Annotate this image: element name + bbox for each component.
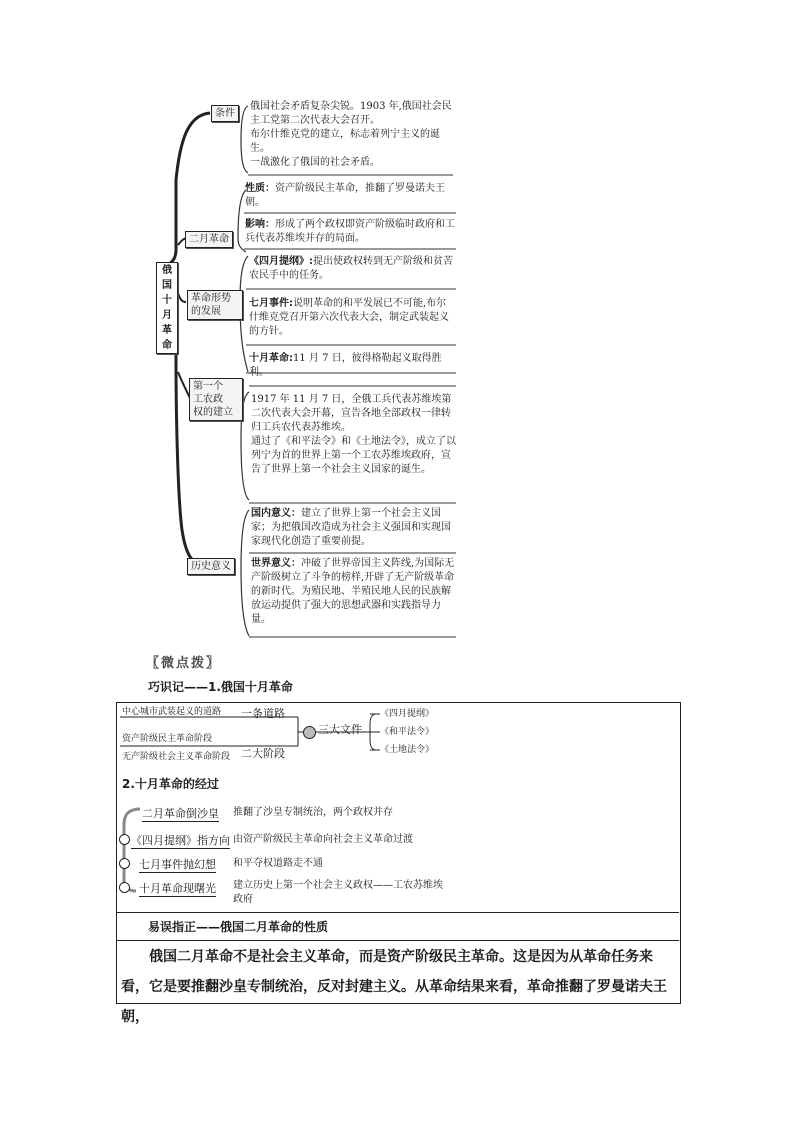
table-divider (116, 912, 679, 913)
error-paragraph: 俄国二月革命不是社会主义革命，而是资产阶级民主革命。这是因为从革命任务来看，它是要推翻沙皇专制统治，反对封建主义。从革命结果来看，革命推翻了罗曼诺夫王朝， (121, 949, 667, 1025)
root-char: 国 (162, 280, 172, 291)
process-step-desc: 建立历史上第一个社会主义政权——工农苏维埃政府 (233, 880, 443, 905)
mindmap-root (156, 262, 178, 354)
process-step-label: 《四月提纲》指方向 (131, 834, 230, 847)
node-historical-significance: 历史意义 (187, 558, 235, 575)
node-conditions: 条件 (211, 105, 239, 122)
node-february-revolution: 二月革命 (185, 231, 233, 248)
process-step-label: 七月事件抛幻想 (139, 858, 216, 871)
process-step-desc: 和平夺权道路走不通 (233, 858, 323, 869)
october-revolution (249, 352, 456, 380)
error-title: 易误指正——俄国二月革命的性质 (148, 920, 329, 934)
world-value: 冲破了世界帝国主义阵线,为国际无产阶级树立了斗争的榜样,开辟了无产阶级革命的新时代。为殖民地、半殖民地人民的民族解放运动提供了强大的思想武器和实践指导力量。 (251, 558, 455, 625)
april-theses (249, 255, 456, 283)
july-value: 说明革命的和平发展已不可能,布尔什维克党召开第六次代表大会，制定武装起义的方针。 (249, 298, 449, 337)
nature-value: 资产阶级民主革命，推翻了罗曼诺夫王朝。 (245, 183, 445, 208)
world-significance (251, 557, 456, 627)
node-line: 的发展 (191, 306, 221, 317)
impact-key: 影响： (245, 219, 275, 230)
process-step-desc: 推翻了沙皇专制统治，两个政权并存 (233, 807, 393, 818)
april-key: 《四月提纲》: (249, 256, 313, 267)
condition-1: 俄国社会矛盾复杂尖锐。1903 年,俄国社会民主工党第二次代表大会召开。 (250, 101, 452, 126)
domestic-value: 建立了世界上第一个社会主义国家；为把俄国改造成为社会主义强国和实现国家现代化创造了重要前提。 (251, 508, 451, 547)
memo-doc-3: 《土地法令》 (380, 745, 435, 755)
root-char: 十 (162, 295, 172, 306)
node-line: 革命形势 (191, 293, 231, 304)
hub-circle-icon (303, 726, 316, 739)
april-value: 提出使政权转到无产阶级和贫苦农民手中的任务。 (249, 256, 453, 281)
first-regime-2: 通过了《和平法令》和《土地法令》，成立了以列宁为首的世界上第一个工农苏维埃政府，宣告了世界上第一个社会主义国家的诞生。 (251, 436, 456, 475)
process-dot-icon (119, 834, 130, 845)
process-step-label: 十月革命现曙光 (139, 882, 216, 895)
node-line: 工农政 (193, 394, 223, 405)
domestic-key: 国内意义： (251, 508, 301, 519)
impact-value: 形成了两个政权即资产阶级临时政府和工兵代表苏维埃并存的局面。 (245, 219, 455, 244)
october-value: 11 月 7 日，彼得格勒起义取得胜利。 (249, 353, 442, 378)
memo-doc-2: 《和平法令》 (380, 727, 435, 737)
root-char: 命 (162, 340, 172, 351)
node-first-worker-regime (189, 378, 243, 421)
first-regime-1: 1917 年 11 月 7 日，全俄工兵代表苏维埃第二次代表大会开幕，宣告各地全部政权一律转归工兵农代表苏维埃。 (251, 394, 452, 433)
july-event (249, 297, 456, 339)
feb-nature (245, 182, 455, 210)
process-step-desc: 由资产阶级民主革命向社会主义革命过渡 (233, 834, 413, 845)
node-line: 权的建立 (193, 407, 233, 418)
domestic-significance (251, 507, 456, 549)
process-title: 2.十月革命的经过 (122, 777, 219, 791)
memo-left-1: 中心城市武装起义的道路 (122, 707, 222, 717)
process-dot-icon (119, 858, 130, 869)
conditions-text-block (250, 100, 455, 170)
memo-left-2: 资产阶级民主革命阶段 (122, 734, 213, 744)
world-key: 世界意义： (251, 558, 301, 569)
tip-title: 〖微点拨〗 (146, 656, 222, 671)
condition-3: 一战激化了俄国的社会矛盾。 (250, 157, 380, 168)
root-char: 月 (162, 310, 172, 321)
table-divider (116, 940, 679, 941)
node-revolution-development (187, 290, 243, 320)
first-regime-text (251, 393, 456, 477)
memo-mid-2: 二大阶段 (241, 747, 285, 760)
memo-title: 巧识记——1.俄国十月革命 (148, 680, 293, 694)
root-char: 革 (162, 325, 172, 336)
memo-left-3: 无产阶级社会主义革命阶段 (122, 752, 231, 762)
nature-key: 性质： (245, 183, 275, 194)
memo-right-label: 三大文件 (318, 723, 362, 736)
memo-mid-1: 一条道路 (241, 707, 285, 720)
condition-2: 布尔什维克党的建立，标志着列宁主义的诞生。 (250, 129, 440, 154)
feb-impact (245, 218, 455, 246)
node-line: 第一个 (193, 381, 223, 392)
root-char: 俄 (162, 265, 172, 276)
memo-doc-1: 《四月提纲》 (380, 709, 435, 719)
july-key: 七月事件: (249, 298, 293, 309)
process-step-label: 二月革命倒沙皇 (142, 807, 219, 820)
october-key: 十月革命: (249, 353, 293, 364)
process-dot-icon (119, 882, 130, 893)
